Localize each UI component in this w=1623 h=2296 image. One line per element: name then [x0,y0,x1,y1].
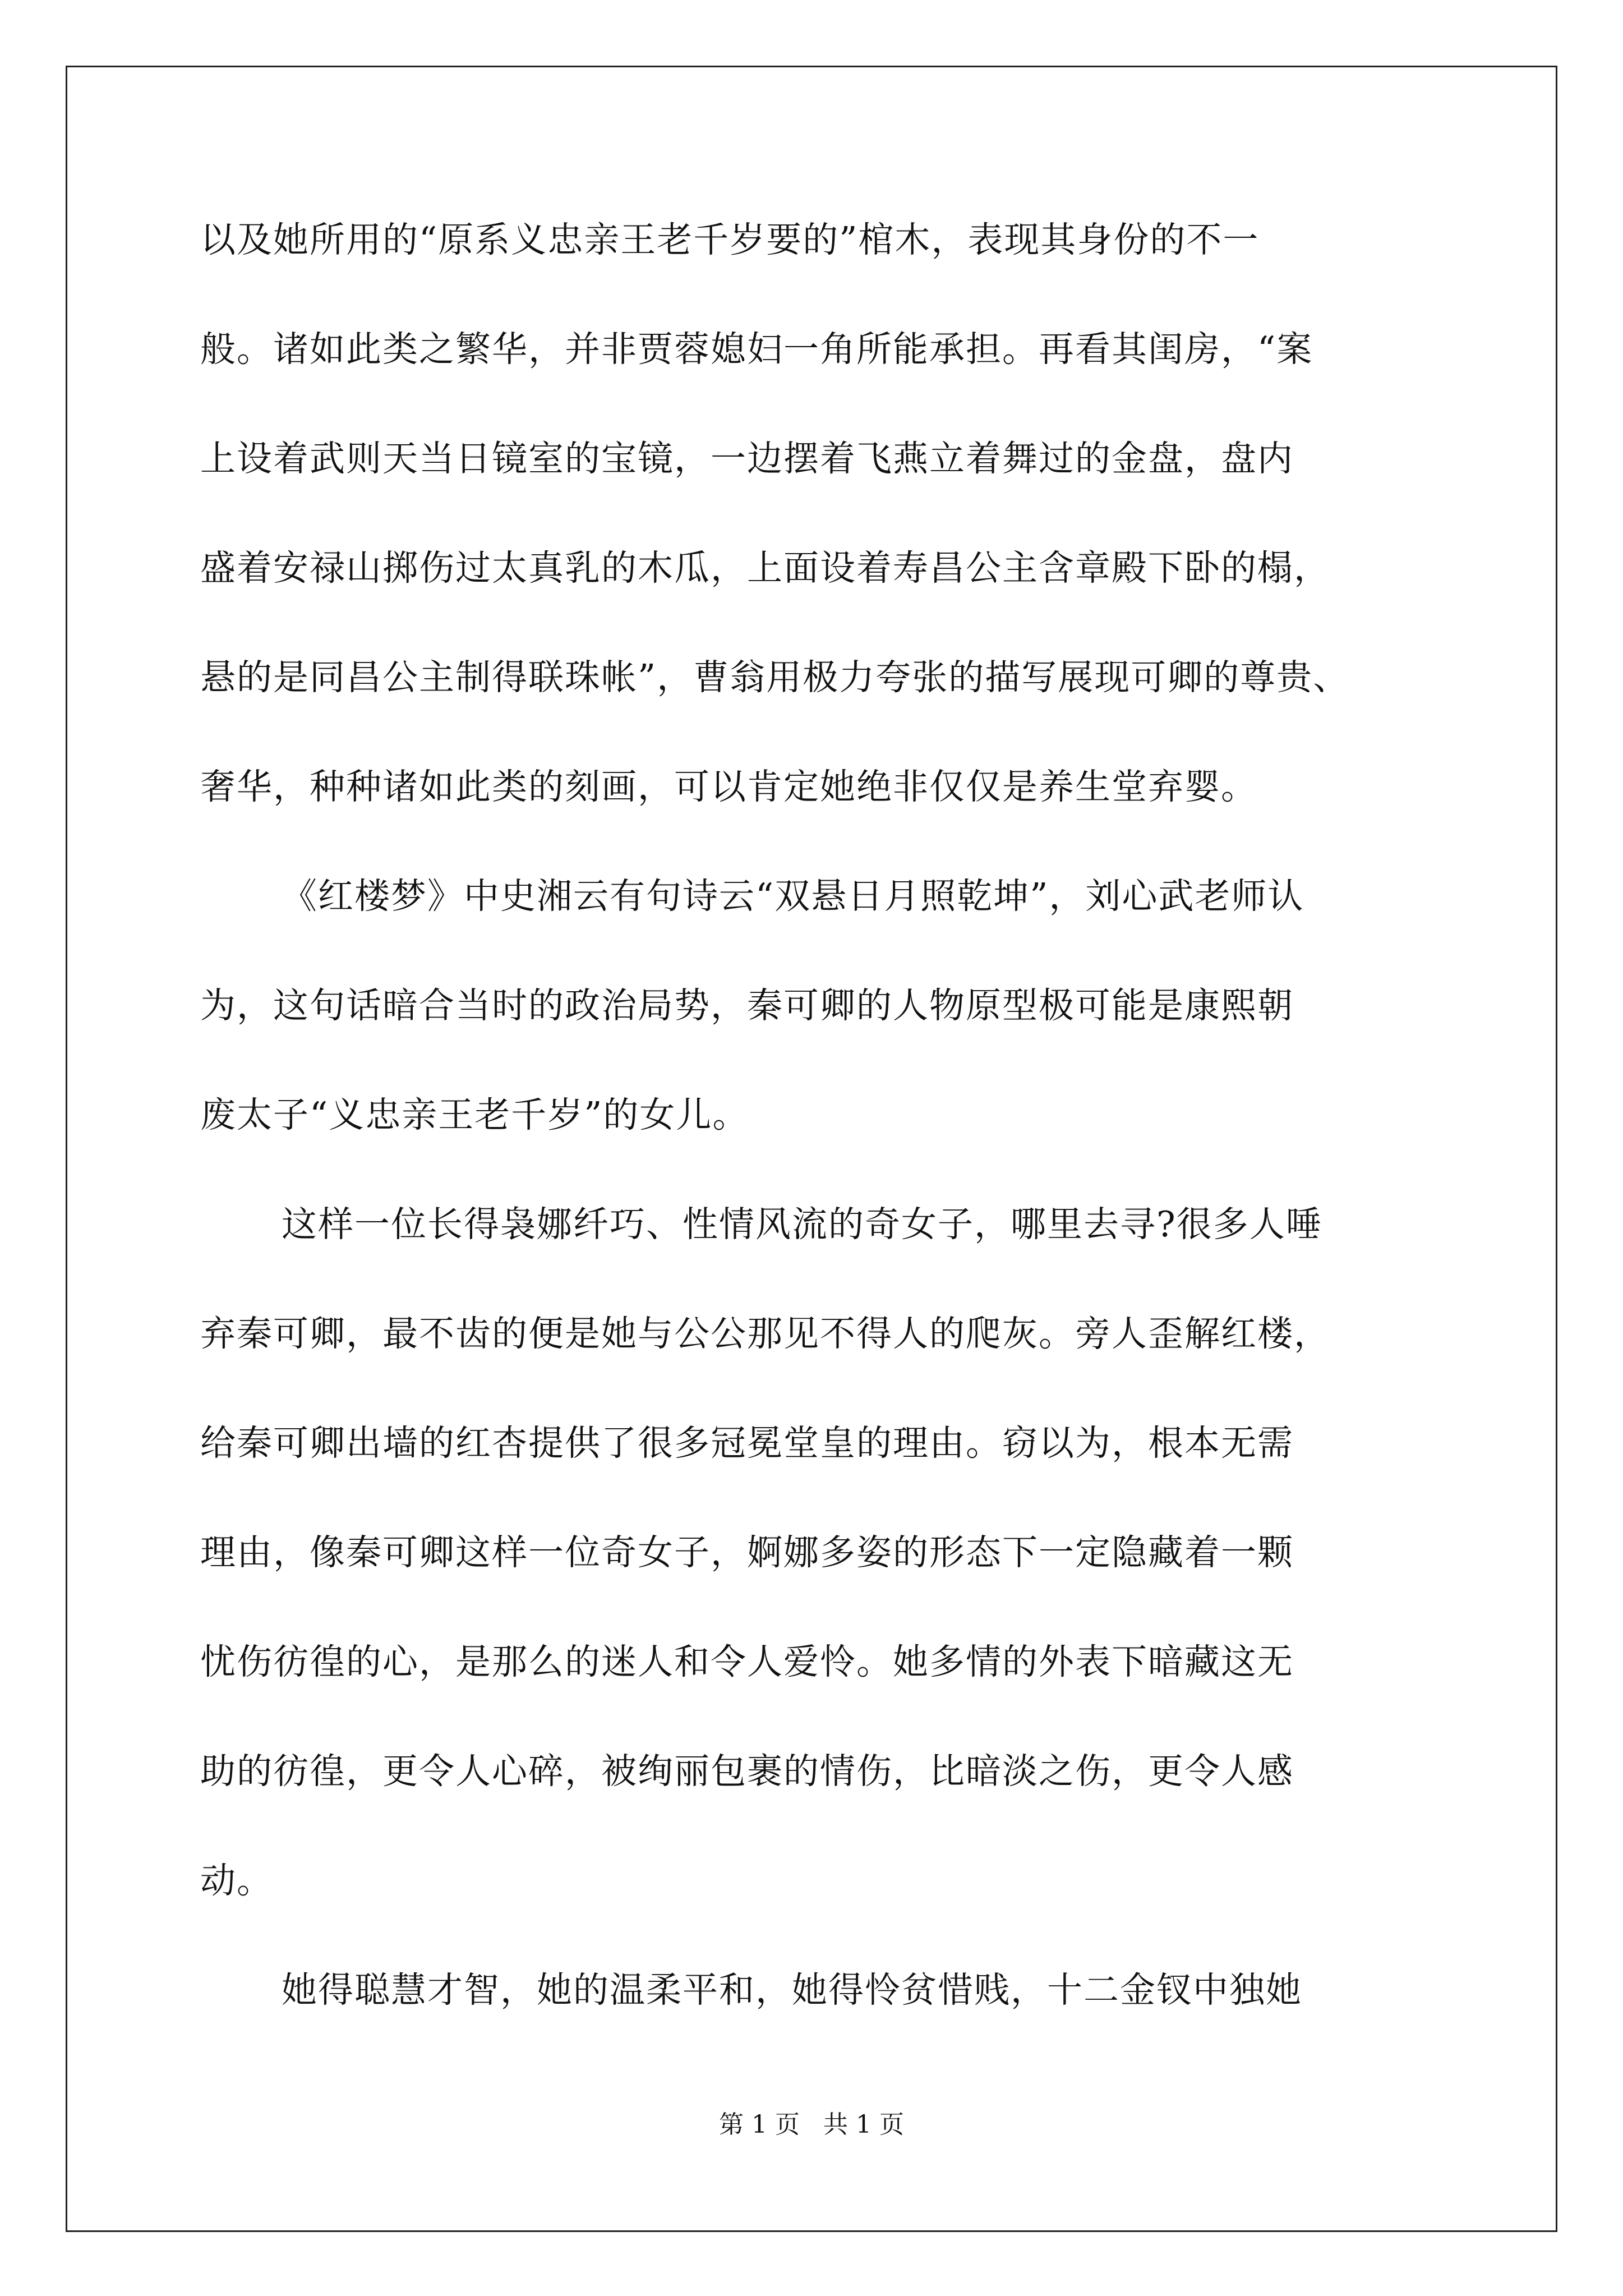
text-line: 废太子“义忠亲王老千岁”的女儿。 [200,1094,749,1135]
text-line: 般。诸如此类之繁华，并非贾蓉媳妇一角所能承担。再看其闺房，“案 [200,329,1313,370]
paragraph-first-line: 她得聪慧才智，她的温柔平和，她得怜贫惜贱，十二金钗中独她 [282,1970,1302,2010]
text-line: 上设着武则天当日镜室的宝镜，一边摆着飞燕立着舞过的金盘，盘内 [200,438,1294,479]
text-line: 为，这句话暗合当时的政治局势，秦可卿的人物原型极可能是康熙朝 [200,985,1294,1026]
text-line: 给秦可卿出墙的红杏提供了很多冠冕堂皇的理由。窃以为，根本无需 [200,1423,1294,1464]
paragraph-first-line: 这样一位长得袅娜纤巧、性情风流的奇女子，哪里去寻?很多人唾 [282,1204,1322,1245]
text-line: 悬的是同昌公主制得联珠帐”，曹翁用极力夸张的描写展现可卿的尊贵、 [200,657,1350,698]
text-line: 弃秦可卿，最不齿的便是她与公公那见不得人的爬灰。旁人歪解红楼， [200,1313,1330,1354]
page-number-footer: 第 1 页 共 1 页 [719,2110,904,2139]
text-line: 忧伤彷徨的心，是那么的迷人和令人爱怜。她多情的外表下暗藏这无 [200,1641,1294,1682]
text-line: 助的彷徨，更令人心碎，被绚丽包裹的情伤，比暗淡之伤，更令人感 [200,1751,1294,1792]
text-line: 以及她所用的“原系义忠亲王老千岁要的”棺木，表现其身份的不一 [200,219,1260,260]
document-body [200,206,1434,2066]
paragraph-first-line: 《红楼梦》中史湘云有句诗云“双悬日月照乾坤”，刘心武老师认 [282,876,1304,917]
text-line: 理由，像秦可卿这样一位奇女子，婀娜多姿的形态下一定隐藏着一颗 [200,1532,1294,1573]
text-line: 奢华，种种诸如此类的刻画，可以肯定她绝非仅仅是养生堂弃婴。 [200,766,1257,807]
text-line: 动。 [200,1860,273,1901]
text-line: 盛着安禄山掷伤过太真乳的木瓜，上面设着寿昌公主含章殿下卧的榻， [200,547,1330,588]
